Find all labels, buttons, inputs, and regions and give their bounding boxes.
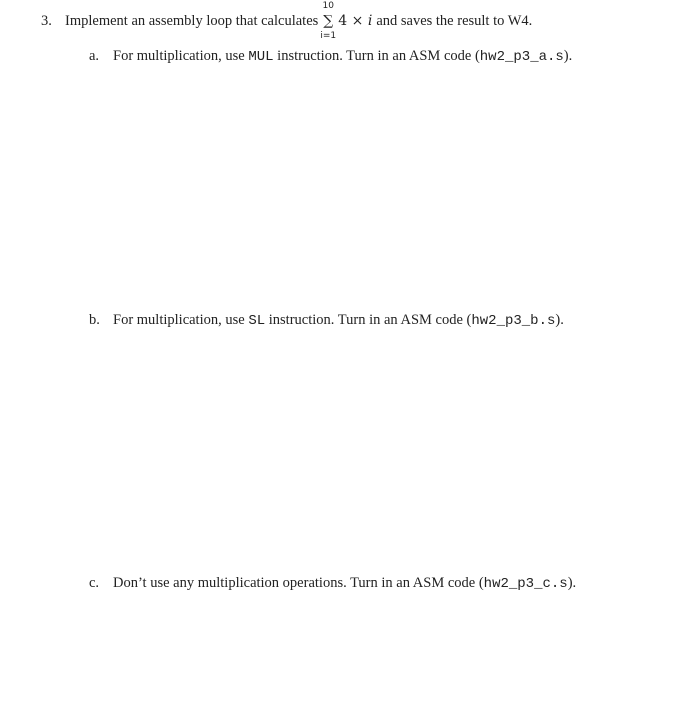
part-b-letter: b. — [89, 312, 100, 328]
summation — [320, 1, 337, 41]
part-c-text-before: Don’t use any multiplication operations. Turn in an ASM code ( — [113, 575, 484, 591]
part-a-instruction: MUL — [248, 49, 274, 65]
part-c-filename: hw2_p3_c.s — [483, 576, 568, 592]
summation-upper-limit: 10 — [322, 1, 334, 11]
part-b-instruction: SL — [248, 313, 266, 329]
summation-lower-limit: i=1 — [320, 31, 337, 41]
part-a-text-before: For multiplication, use — [113, 48, 249, 64]
part-b-text-before: For multiplication, use — [113, 312, 249, 328]
summation-expression: 4 × i — [338, 13, 373, 29]
question-number: 3. — [41, 13, 52, 29]
summation-symbol: ∑ — [323, 13, 334, 29]
part-c-letter: c. — [89, 575, 100, 591]
question-text — [65, 1, 533, 41]
part-b — [89, 312, 564, 329]
part-c — [89, 575, 576, 592]
part-a — [89, 48, 572, 65]
part-a-text-middle: instruction. Turn in an ASM code ( — [273, 48, 480, 64]
part-b-text-middle: instruction. Turn in an ASM code ( — [265, 312, 472, 328]
part-b-filename: hw2_p3_b.s — [471, 313, 556, 329]
part-a-text-after: ). — [563, 48, 573, 64]
part-a-filename: hw2_p3_a.s — [479, 49, 564, 65]
part-a-letter: a. — [89, 48, 100, 64]
part-b-text-after: ). — [555, 312, 564, 328]
question-text-after: and saves the result to W4. — [376, 13, 533, 29]
question-text-before: Implement an assembly loop that calculates — [65, 13, 319, 29]
part-c-text-after: ). — [567, 575, 577, 591]
